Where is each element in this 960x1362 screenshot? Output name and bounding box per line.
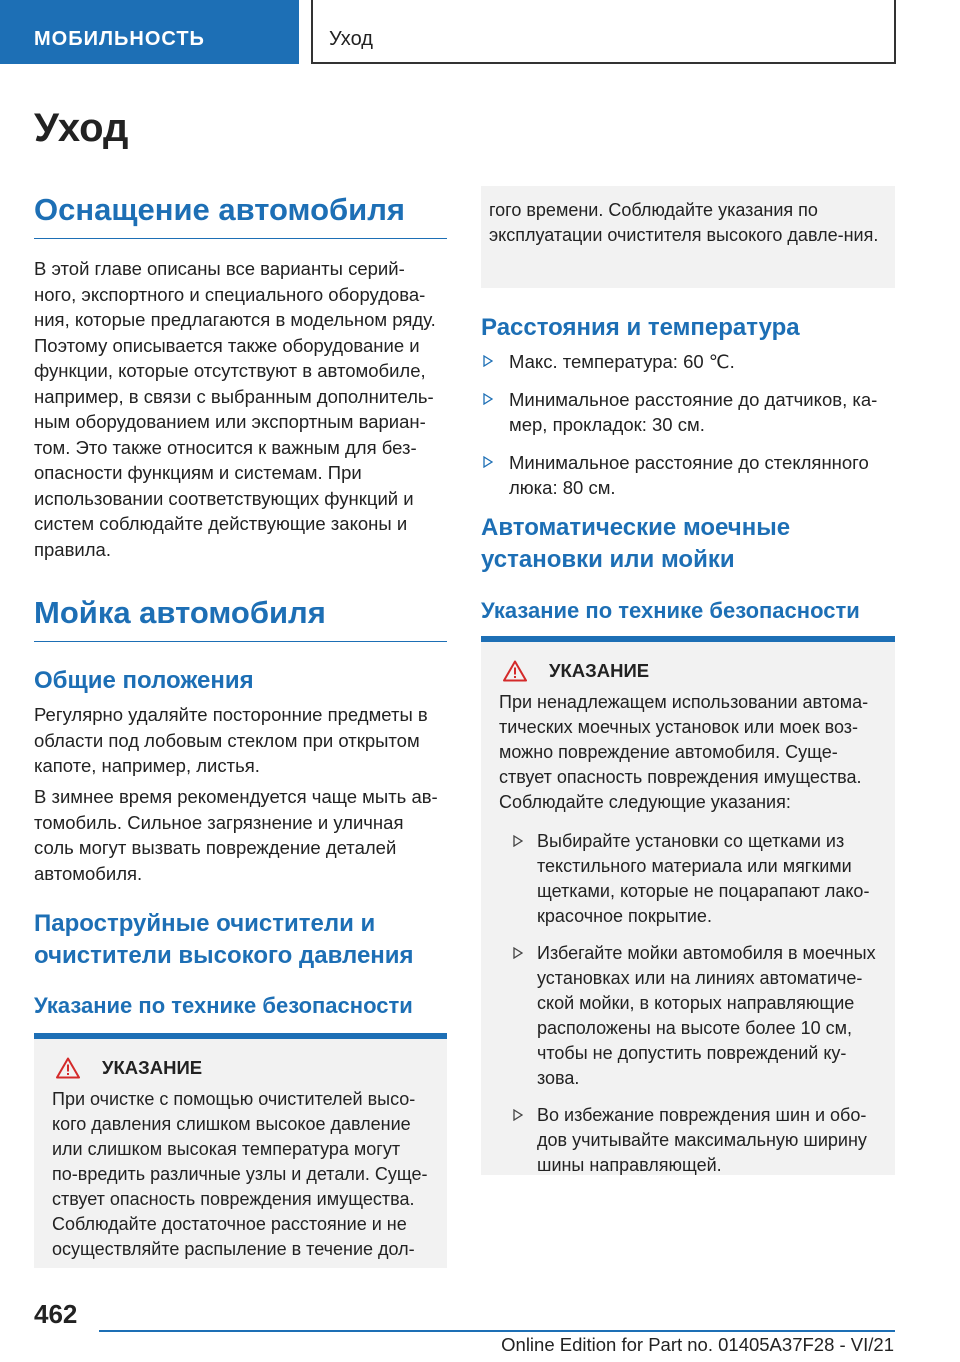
general-paragraph-1: Регулярно удаляйте посторонние предметы в области под лобовым стеклом при открытом капоте, например, листья. (34, 704, 428, 776)
list-item: Избегайте мойки автомобиля в моечных установках или на линиях автоматиче-ской мойки, в которых направляющие расположены на высоте более 10 см, чтобы не допустить повреждений ку-зова. (499, 941, 877, 1091)
notice-continuation (481, 186, 895, 288)
heading-automatic-wash: Автоматические моечные установки или мойки (481, 514, 791, 573)
heading-steam-cleaners: Пароструйные очистители и очистители высокого давления (34, 910, 414, 969)
list-item: Минимальное расстояние до стеклянного люка: 80 см. (481, 450, 895, 501)
header-section-tab: МОБИЛЬНОСТЬ (0, 0, 299, 64)
notice-text: При очистке с помощью очистителей высо-кого давления слишком высокое давление или слишком высокая температура могут по-вредить различные узлы и детали. Суще-ствует опасность повреждения имущества. Соблюдайте достаточное расстояние и не осуществляйте распыление в течение дол- (52, 1089, 428, 1259)
warning-triangle-icon (56, 1057, 80, 1079)
notice-label: УКАЗАНИЕ (102, 1057, 203, 1078)
list-item: Во избежание повреждения шин и обо-дов учитывайте максимальную ширину шины направляющей. (499, 1103, 877, 1178)
notice-header (503, 660, 877, 682)
heading-safety-note-2: Указание по технике безопасности (481, 598, 860, 623)
heading-equipment: Оснащение автомобиля (34, 192, 447, 239)
list-item: Минимальное расстояние до датчиков, ка-мер, прокладок: 30 см. (481, 387, 895, 438)
triangle-bullet-icon (513, 835, 523, 847)
notice-continuation-text: гого времени. Соблюдайте указания по эксплуатации очистителя высокого давле-ния. (489, 200, 879, 245)
equipment-text: В этой главе описаны все варианты серий-ного, экспортного и специального оборудова-ния, которые предлагаются в модельном ряду. Поэтому описывается также оборудование и функции, которые отсутствуют в автомобиле, например, в связи с выбранным дополнитель-ным оборудованием или экспортным вариан-том. Это также относится к важным для без-опасности функциям и системам. При использовании соответствующих функций и систем соблюдайте действующие законы и правила. (34, 258, 436, 560)
notice-box-2 (481, 636, 895, 1175)
heading-safety-note: Указание по технике безопасности (34, 993, 413, 1018)
general-paragraph-2: В зимнее время рекомендуется чаще мыть ав-томобиль. Сильное загрязнение и уличная соль могут вызвать повреждение деталей автомобиля. (34, 786, 438, 884)
heading-general: Общие положения (34, 667, 254, 694)
footer-edition: Online Edition for Part no. 01405A37F28 - VI/21 (501, 1334, 894, 1355)
notice-box (34, 1033, 447, 1268)
footer-divider (99, 1330, 895, 1332)
header-chapter-box: Уход (311, 0, 896, 64)
notice-list (499, 829, 877, 1178)
notice-label: УКАЗАНИЕ (549, 660, 650, 681)
list-item: Макс. температура: 60 ℃. (481, 349, 895, 375)
page-number: 462 (34, 1299, 78, 1329)
triangle-bullet-icon (483, 456, 493, 468)
warning-triangle-icon (503, 660, 527, 682)
triangle-bullet-icon (483, 393, 493, 405)
notice-header (56, 1057, 429, 1079)
triangle-bullet-icon (483, 355, 493, 367)
triangle-bullet-icon (513, 947, 523, 959)
page-title: Уход (34, 106, 129, 150)
heading-washing: Мойка автомобиля (34, 595, 447, 642)
distances-list (481, 349, 895, 513)
heading-distances: Расстояния и температура (481, 314, 800, 341)
triangle-bullet-icon (513, 1109, 523, 1121)
notice-text: При ненадлежащем использовании автома-тических моечных установок или моек воз-можно повреждение автомобиля. Суще-ствует опасность повреждения имущества. Соблюдайте следующие указания: (499, 692, 869, 812)
list-item: Выбирайте установки со щетками из текстильного материала или мягкими щетками, которые не поцарапают лако-красочное покрытие. (499, 829, 877, 929)
